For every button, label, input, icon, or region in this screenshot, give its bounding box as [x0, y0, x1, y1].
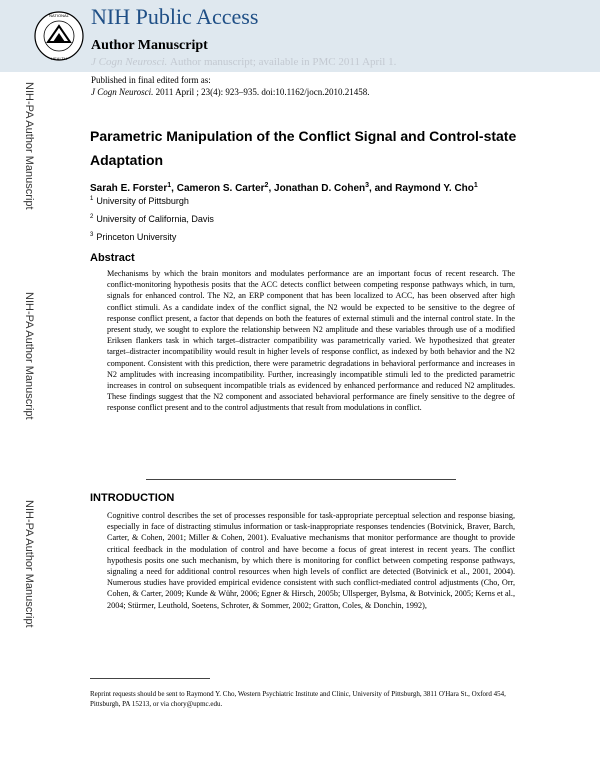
svg-text:NATIONAL: NATIONAL	[49, 13, 69, 18]
citation-journal: J Cogn Neurosci.	[91, 87, 154, 97]
affiliation-text: University of California, Davis	[96, 214, 214, 224]
availability-text: Author manuscript; available in PMC 2011 April 1.	[170, 56, 397, 68]
author-sup: 1	[167, 182, 172, 189]
nih-seal-logo	[34, 4, 84, 68]
article-title: Parametric Manipulation of the Conflict Signal and Control-state Adaptation	[90, 128, 517, 168]
reprint-footnote: Reprint requests should be sent to Raymond Y. Cho, Western Psychiatric Institute and Clinic, University of Pittsburgh, 3811 O'Hara St., Oxford 454, Pittsburgh, PA 15213, or via chory@upmc.edu.	[90, 690, 506, 708]
author-list	[90, 180, 478, 195]
nih-public-access-title: NIH Public Access	[91, 4, 259, 29]
affiliation	[90, 194, 189, 207]
affiliation	[90, 230, 176, 243]
side-label: NIH-PA Author Manuscript	[23, 292, 35, 420]
author-name: Cameron S. Carter	[176, 183, 265, 194]
author-sup: 3	[365, 182, 370, 189]
svg-text:HEALTH: HEALTH	[51, 56, 67, 61]
abstract-heading: Abstract	[90, 252, 135, 264]
availability-journal: J Cogn Neurosci.	[91, 56, 168, 68]
author-sep: ,	[171, 183, 177, 194]
author-name: Jonathan D. Cohen	[274, 183, 366, 194]
affiliation-sup: 2	[90, 214, 94, 220]
author-sup: 1	[473, 182, 478, 189]
affiliation-text: Princeton University	[96, 232, 177, 242]
author-manuscript-label: Author Manuscript	[91, 38, 208, 53]
abstract-text: Mechanisms by which the brain monitors and modulates performance are an important focus of recent research. The conflict-monitoring hypothesis posits that the ACC detects conflict between competing response pathways which, in turn, signals for enhanced control. The N2, an ERP component that has been localized to ACC, has been observed after high conflict stimuli. As a candidate index of the conflict signal, the N2 would be expected to be sensitive to the degree of response conflict present, a factor that depends on both the features of external stimuli and the internal control state. In the present study, we sought to explore the relationship between N2 amplitude and these variables through use of a modified Eriksen flankers task in which target–distracter compatibility was parametrically varied. We hypothesized that greater target–distracter incompatibility would result in higher levels of response conflict, as indexed by both behavior and the N2 component. Consistent with this prediction, there were parametric degradations in behavioral performance and increases in N2 amplitudes with increasing incompatibility. Further, increasingly incompatible stimuli led to the predicted parametric increases in control on subsequent incompatible trials as evidenced by enhanced performance and reduced N2 amplitudes. These findings suggest that the N2 component and associated behavioral performance are finely sensitive to the degree of response conflict present and to the control adjustments that result from modulations in conflict.	[107, 269, 515, 413]
introduction-text: Cognitive control describes the set of processes responsible for task-appropriate perceptual selection and response biasing, especially in face of distracting stimulus information or task-inappropriate responses tendencies (Botvinick, Braver, Barch, Carter, & Cohen, 2001; Miller & Cohen, 2001). Evaluative mechanisms that monitor performance are thought to provide critical feedback in the modulation of control and have become a focus of great interest in recent years. The conflict hypothesis posits one such mechanism, by which there is monitoring for conflict between competing response pathways, signaling a need for additional control resources when high levels of conflict are detected (Botvinick et al., 2001, 2004). Numerous studies have provided empirical evidence consistent with such conflict-mediated control adjustments (Cho, Orr, Cohen, & Carter, 2009; Kunde & Wühr, 2006; Egner & Hirsch, 2005b; Ullsperger, Bylsma, & Botvinick, 2005; Kerns et al., 2004; Stürmer, Leuthold, Soetens, Schroter, & Sommer, 2002; Gratton, Coles, & Donchin, 1992),	[107, 511, 515, 610]
citation-line	[91, 87, 370, 98]
author-name: Raymond Y. Cho	[395, 183, 474, 194]
author-sep: , and	[369, 183, 396, 194]
introduction-heading: INTRODUCTION	[90, 492, 175, 504]
published-in-line: Published in final edited form as:	[91, 75, 211, 85]
affiliation	[90, 212, 214, 225]
availability-line	[91, 56, 396, 68]
footnote-divider	[90, 678, 210, 679]
author-sep: ,	[268, 183, 275, 194]
author-name: Sarah E. Forster	[90, 183, 168, 194]
citation-details: 2011 April ; 23(4): 923–935. doi:10.1162/jocn.2010.21458.	[155, 87, 370, 97]
affiliation-sup: 3	[90, 232, 94, 238]
affiliation-sup: 1	[90, 196, 94, 202]
affiliation-text: University of Pittsburgh	[96, 196, 189, 206]
author-sup: 2	[264, 182, 269, 189]
side-label: NIH-PA Author Manuscript	[23, 500, 35, 628]
abstract-divider	[146, 479, 456, 480]
side-label: NIH-PA Author Manuscript	[23, 82, 35, 210]
